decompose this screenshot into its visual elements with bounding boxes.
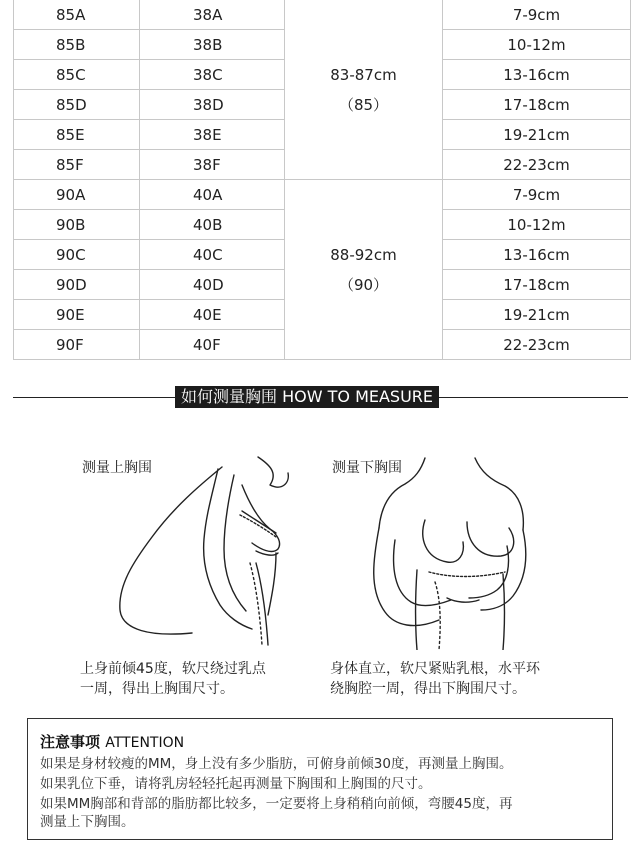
underbust-cell [285, 0, 443, 180]
attention-note: 如果乳位下垂，请将乳房轻轻托起再测量下胸围和上胸围的尺寸。 [40, 776, 432, 792]
alt-size-cell: 38F [140, 150, 285, 180]
alt-size-cell: 40F [140, 330, 285, 360]
attention-box [27, 718, 613, 840]
under-bust-caption [330, 659, 540, 699]
alt-size-cell: 40A [140, 180, 285, 210]
cup-diff-cell: 22-23cm [443, 330, 631, 360]
attention-note-part: 如果MM胸部和背部的脂肪都比较多，一定要将上身稍稍向前倾，弯腰45度，再 [40, 796, 513, 812]
alt-size-cell: 38E [140, 120, 285, 150]
caption-line: 上身前倾45度，软尺绕过乳点 [80, 661, 266, 677]
size-cell: 90A [14, 180, 140, 210]
size-cell: 85C [14, 60, 140, 90]
size-cell: 85F [14, 150, 140, 180]
size-cell: 85E [14, 120, 140, 150]
under-bust-illustration [355, 450, 555, 650]
section-title: 如何测量胸围 HOW TO MEASURE [175, 386, 439, 408]
size-cell: 85A [14, 0, 140, 30]
upper-bust-illustration [100, 445, 315, 650]
size-cell: 90D [14, 270, 140, 300]
caption-line: 一周，得出上胸围尺寸。 [80, 681, 234, 697]
cup-diff-cell: 22-23cm [443, 150, 631, 180]
cup-diff-cell: 17-18cm [443, 270, 631, 300]
cup-diff-cell: 7-9cm [443, 180, 631, 210]
size-table [13, 0, 631, 360]
size-cell: 90E [14, 300, 140, 330]
cup-diff-cell: 10-12m [443, 210, 631, 240]
size-cell: 90B [14, 210, 140, 240]
alt-size-cell: 38C [140, 60, 285, 90]
cup-diff-cell: 10-12m [443, 30, 631, 60]
underbust-code: （85） [338, 95, 389, 114]
underbust-range: 83-87cm [330, 65, 397, 84]
alt-size-cell: 40E [140, 300, 285, 330]
cup-diff-cell: 7-9cm [443, 0, 631, 30]
upper-bust-label: 测量上胸围 [82, 460, 152, 476]
alt-size-cell: 40C [140, 240, 285, 270]
size-cell: 85D [14, 90, 140, 120]
underbust-range: 88-92cm [330, 245, 397, 264]
upper-bust-caption [80, 659, 266, 699]
cup-diff-cell: 19-21cm [443, 300, 631, 330]
under-bust-label: 测量下胸围 [332, 460, 402, 476]
alt-size-cell: 40B [140, 210, 285, 240]
underbust-code: （90） [338, 275, 389, 294]
attention-note [40, 795, 600, 831]
alt-size-cell: 38D [140, 90, 285, 120]
attention-title [40, 731, 600, 753]
size-cell: 90C [14, 240, 140, 270]
attention-note: 如果是身材较瘦的MM，身上没有多少脂肪，可俯身前倾30度，再测量上胸围。 [40, 756, 513, 772]
attention-title-en: ATTENTION [105, 735, 185, 751]
size-cell: 85B [14, 30, 140, 60]
cup-diff-cell: 19-21cm [443, 120, 631, 150]
size-cell: 90F [14, 330, 140, 360]
table-row [14, 180, 631, 210]
attention-note-part: 测量上下胸围。 [40, 814, 135, 830]
caption-line: 身体直立，软尺紧贴乳根，水平环 [330, 661, 540, 677]
underbust-cell [285, 180, 443, 360]
alt-size-cell: 38A [140, 0, 285, 30]
table-row [14, 0, 631, 30]
alt-size-cell: 38B [140, 30, 285, 60]
caption-line: 绕胸腔一周，得出下胸围尺寸。 [330, 681, 526, 697]
cup-diff-cell: 17-18cm [443, 90, 631, 120]
cup-diff-cell: 13-16cm [443, 60, 631, 90]
alt-size-cell: 40D [140, 270, 285, 300]
cup-diff-cell: 13-16cm [443, 240, 631, 270]
attention-title-cn: 注意事项 [40, 733, 101, 751]
